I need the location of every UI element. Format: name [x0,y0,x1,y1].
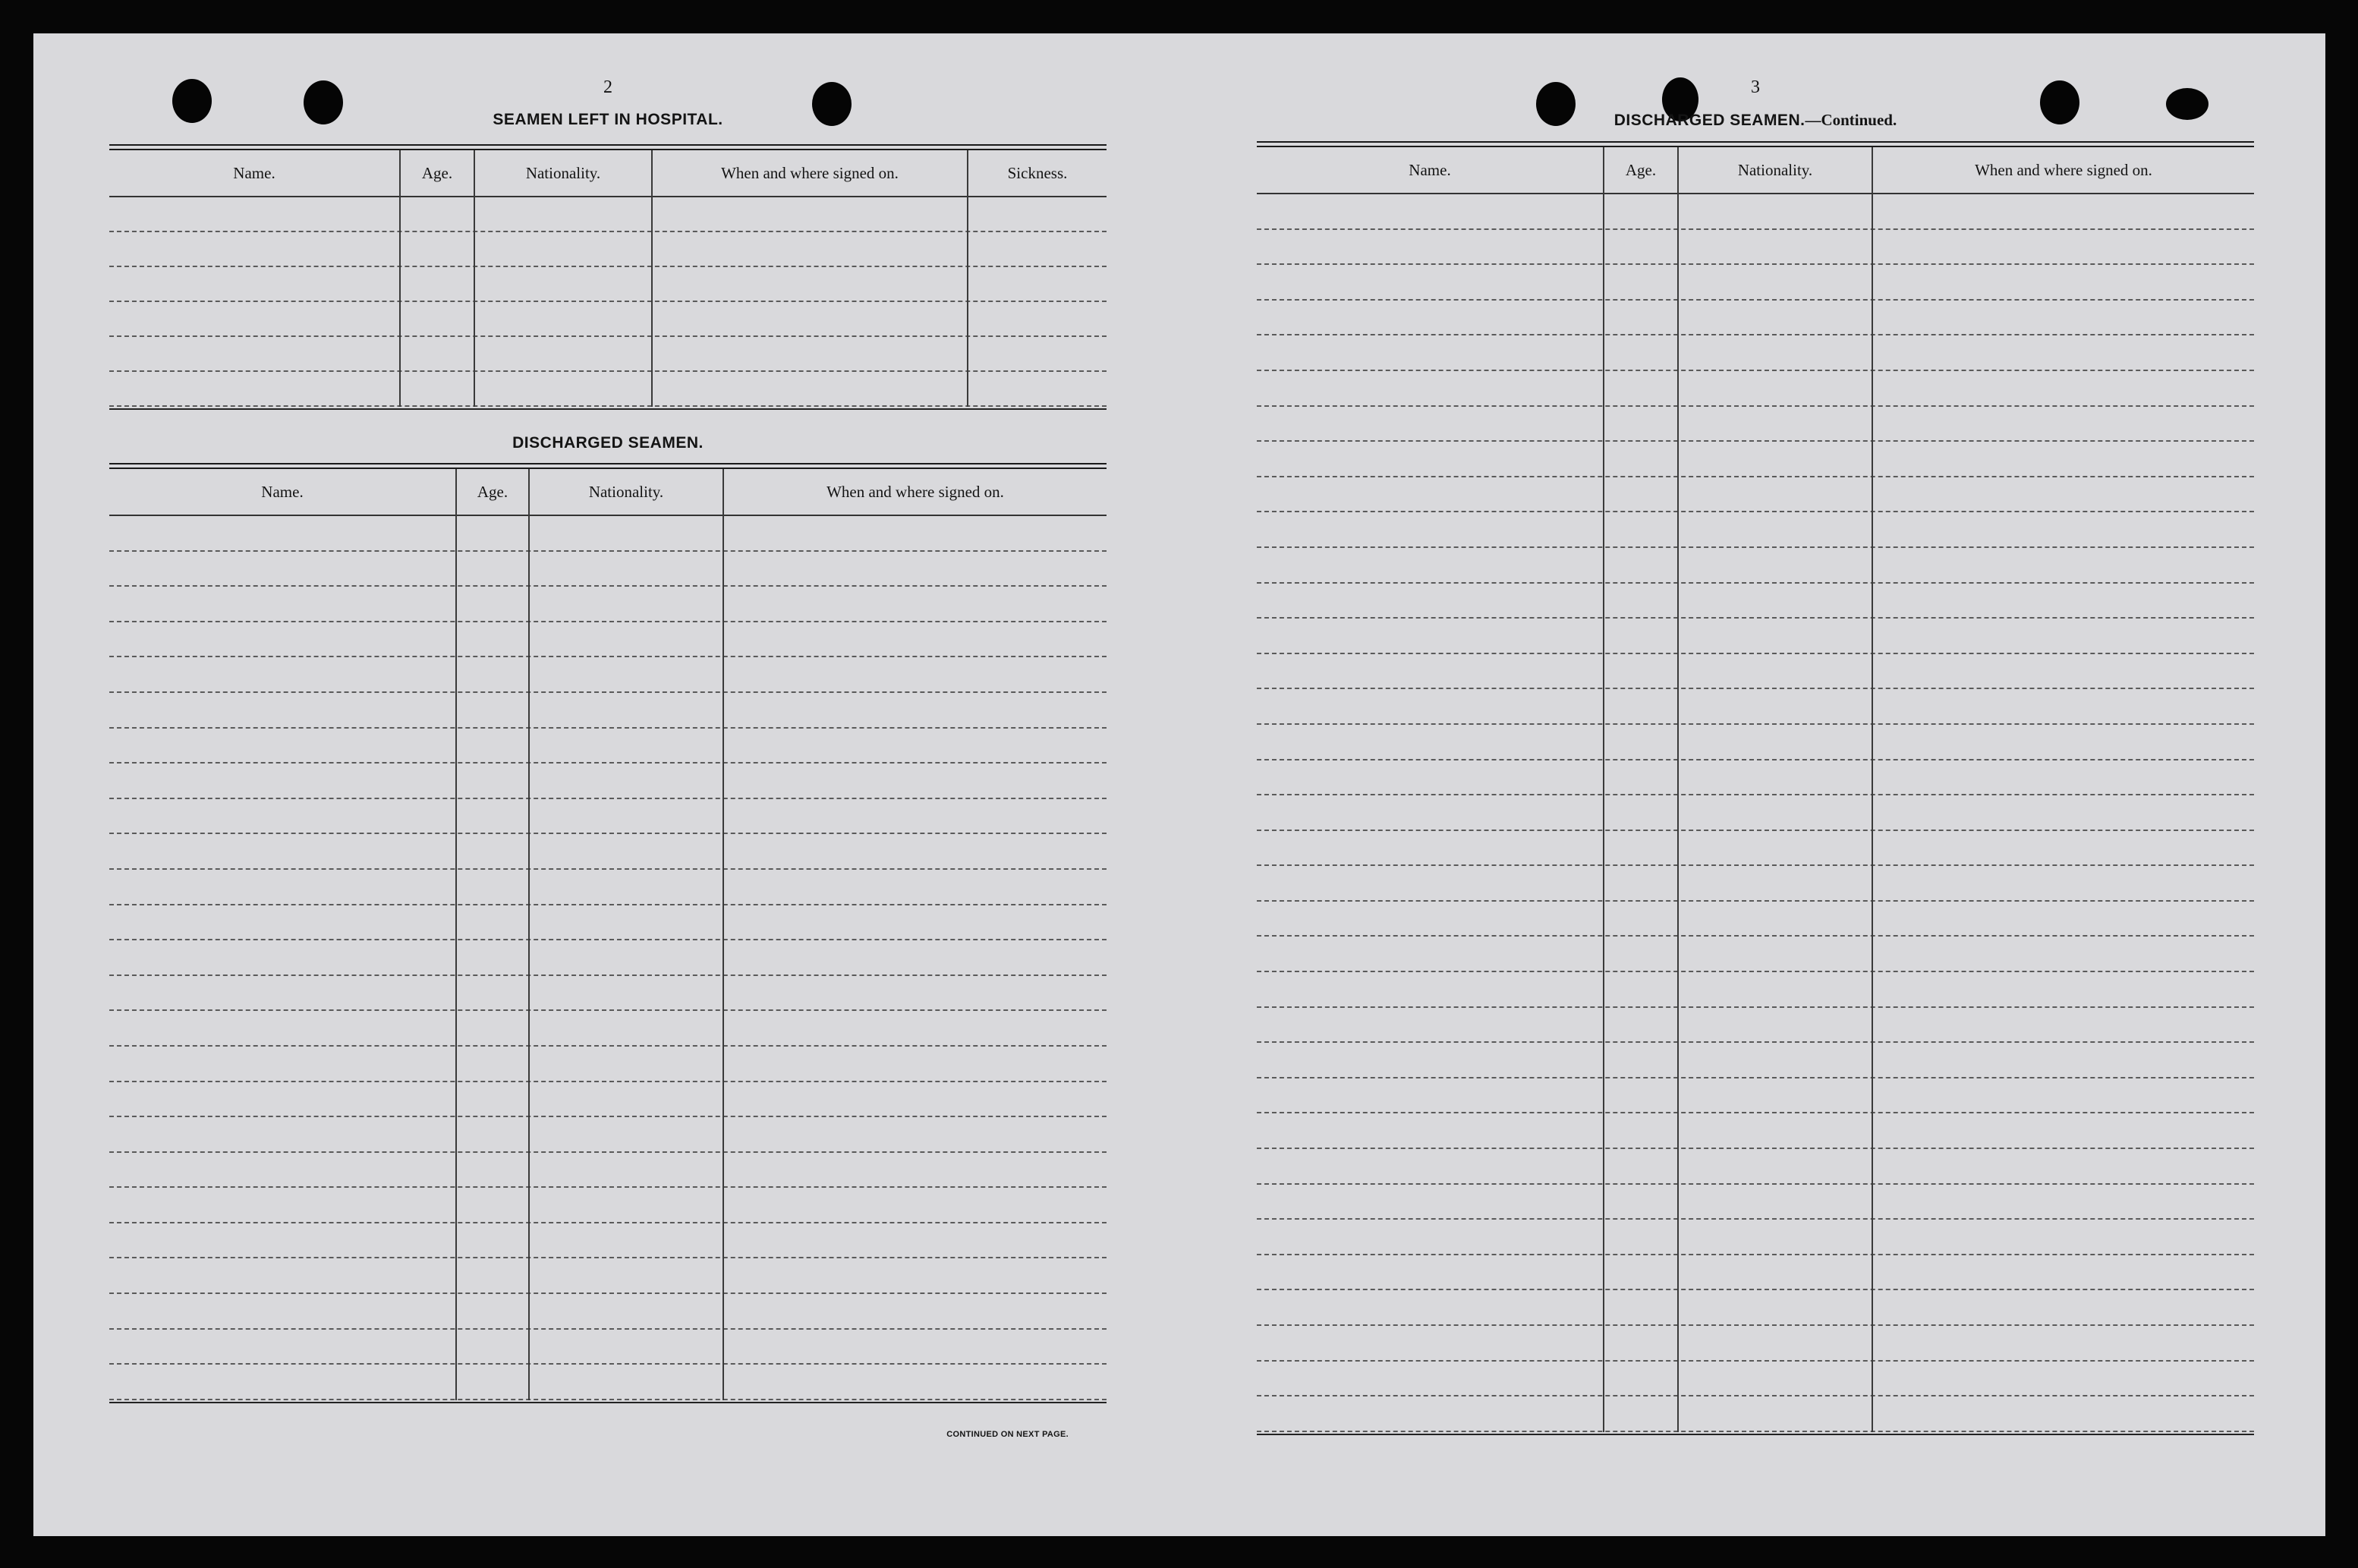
table-row [1257,866,2254,902]
column-header-nationality: Nationality. [1677,147,1872,193]
table-row [1257,831,2254,867]
table-row [109,1082,1107,1118]
table-row [109,834,1107,870]
table-row [109,1330,1107,1365]
table-row [1257,477,2254,513]
table-row [109,1047,1107,1082]
table-row [1257,194,2254,230]
column-header-signed-on: When and where signed on. [1872,147,2254,193]
continued-note: CONTINUED ON NEXT PAGE. [946,1430,1069,1439]
table-row [109,905,1107,941]
column-header-name: Name. [1409,160,1451,179]
discharged-table [109,463,1107,1403]
table-row [109,1365,1107,1400]
table-row [109,657,1107,693]
table-row [109,799,1107,835]
table-row [1257,548,2254,584]
table-row [109,552,1107,587]
table-row [109,337,1107,372]
table-row [109,1223,1107,1259]
table-row [1257,1326,2254,1362]
table-row [1257,1185,2254,1220]
table-row [109,976,1107,1012]
table-row [109,302,1107,337]
table-row [109,1294,1107,1330]
discharged-continued-title [1257,111,2254,130]
table-row [1257,972,2254,1008]
table-row [1257,1043,2254,1078]
page-number: 3 [1751,77,1760,97]
left-page [109,33,1107,1536]
table-row [109,372,1107,407]
hospital-table-body [109,150,1107,407]
column-header-name: Name. [233,163,275,182]
column-header-nationality: Nationality. [528,469,723,515]
table-row [1257,1362,2254,1397]
discharged-continued-table-body [1257,147,2254,1432]
column-header-name: Name. [261,482,304,501]
table-row [1257,1113,2254,1149]
table-row [1257,795,2254,831]
table-row [1257,265,2254,301]
table-row [109,232,1107,267]
table-row [1257,619,2254,654]
table-row [109,1117,1107,1153]
table-row [1257,371,2254,407]
hospital-table [109,144,1107,410]
table-row [109,729,1107,764]
column-header-sickness: Sickness. [967,150,1107,196]
table-row [109,197,1107,232]
table-row [1257,407,2254,442]
form-sheet [33,33,2325,1536]
table-row [1257,1220,2254,1255]
table-row [109,693,1107,729]
table-row [109,1153,1107,1189]
page-number: 2 [603,77,612,97]
table-row [1257,760,2254,796]
table-row [1257,725,2254,760]
discharged-continued-rows [1257,194,2254,1432]
discharged-table-body [109,469,1107,1400]
table-row [1257,584,2254,619]
table-row [1257,689,2254,725]
table-row [1257,1396,2254,1432]
column-header-age: Age. [1603,147,1677,193]
table-row [1257,1078,2254,1114]
table-row [1257,1008,2254,1044]
continued-suffix: —Continued. [1805,111,1897,129]
table-row [109,587,1107,622]
table-row [1257,902,2254,937]
table-row [1257,1290,2254,1326]
discharged-rows [109,516,1107,1400]
discharged-continued-table [1257,141,2254,1435]
table-row [109,764,1107,799]
table-row [109,1011,1107,1047]
column-header-signed-on: When and where signed on. [651,150,967,196]
table-row [1257,442,2254,477]
table-row [1257,512,2254,548]
table-row [1257,1255,2254,1291]
table-row [109,267,1107,302]
table-row [109,1258,1107,1294]
table-row [109,1188,1107,1223]
discharged-section-title: DISCHARGED SEAMEN. [512,434,704,452]
hospital-section-title: SEAMEN LEFT IN HOSPITAL. [493,111,723,128]
table-row [1257,654,2254,690]
table-row [1257,937,2254,972]
section-title-text: DISCHARGED SEAMEN. [1613,112,1805,129]
hospital-rows [109,197,1107,407]
table-row [1257,1149,2254,1185]
table-row [109,870,1107,905]
right-page [1257,33,2254,1536]
column-header-signed-on: When and where signed on. [723,469,1107,515]
column-header-age: Age. [399,150,474,196]
table-row [109,622,1107,658]
column-header-age: Age. [455,469,528,515]
table-row [1257,335,2254,371]
table-row [1257,301,2254,336]
table-row [109,516,1107,552]
column-header-nationality: Nationality. [474,150,651,196]
table-row [1257,230,2254,266]
table-row [109,940,1107,976]
